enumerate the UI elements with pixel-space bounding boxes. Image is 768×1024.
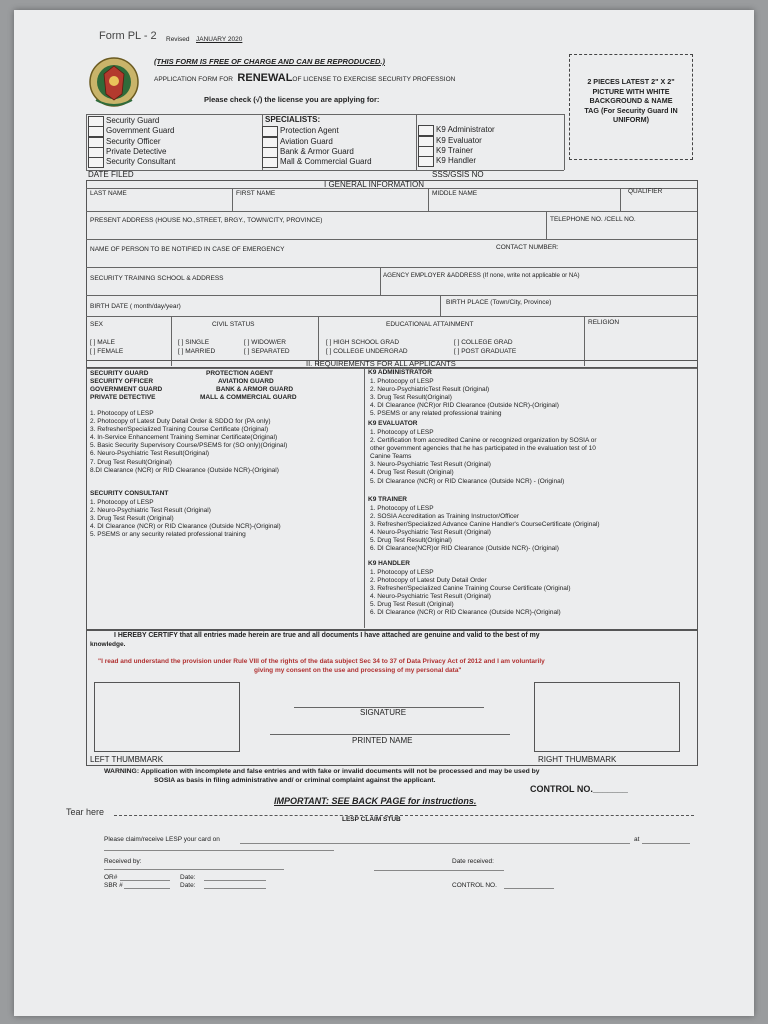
k9-admin-title: K9 ADMINISTRATOR — [368, 369, 432, 376]
right-thumbmark-label: RIGHT THUMBMARK — [538, 755, 617, 764]
list-item: 2. Neuro-PsychiatricTest Result (Original) — [370, 386, 490, 394]
list-item: 2. Neuro-Psychiatric Test Result (Original) — [90, 507, 211, 515]
warning-text-end: SOSIA as basis in filing administrative and/ or criminal complaint against the applicant. — [154, 777, 436, 784]
list-item: 3. Neuro-Psychiatric Test Result (Original) — [370, 461, 491, 469]
list-item: BANK & ARMOR GUARD — [216, 386, 294, 394]
list-item: 6. Neuro-Psychiatric Test Result(Original) — [90, 450, 210, 458]
date-received-line[interactable] — [374, 870, 504, 871]
license-option-label: Private Detective — [106, 147, 167, 156]
list-item: 3. Refresher/Specialized Canine Training Course Certificate (Original) — [370, 585, 571, 593]
list-item: other government agencies that he has participated in the evaluation test of 10 — [370, 445, 596, 453]
claim-at-label: at — [634, 836, 640, 843]
list-item: 3. Drug Test Result(Original) — [370, 394, 452, 402]
option-widower[interactable]: [ ] WIDOW/ER — [244, 339, 286, 346]
specialists-label: SPECIALISTS: — [265, 115, 321, 124]
k9-handler-title: K9 HANDLER — [368, 560, 410, 567]
k9-trainer-requirements-list — [370, 505, 600, 554]
tear-line — [114, 815, 694, 816]
revised-label: Revised — [166, 36, 190, 43]
license-option-label: Security Consultant — [106, 157, 176, 166]
k9-trainer-title: K9 TRAINER — [368, 496, 408, 503]
important-notice: IMPORTANT: SEE BACK PAGE for instructions. — [274, 796, 477, 806]
form-number: Form PL - 2 — [99, 30, 157, 42]
list-item: 1. Photocopy of LESP — [90, 410, 154, 417]
telephone-field[interactable]: TELEPHONE NO. /CELL NO. — [550, 216, 636, 223]
license-option-label: K9 Evaluator — [436, 136, 482, 145]
list-item: 1. Photocopy of LESP — [370, 429, 434, 436]
stub-control-number-label: CONTROL NO. — [452, 882, 497, 889]
k9-evaluator-requirements-list — [370, 429, 597, 486]
guard-types-list — [90, 370, 162, 402]
list-item: 1. Photocopy of LESP — [370, 505, 434, 512]
first-name-field[interactable]: FIRST NAME — [236, 190, 276, 197]
sbr-date-label: Date: — [180, 882, 196, 889]
check-instruction: Please check (√) the license you are applying for: — [204, 95, 380, 104]
or-date-label: Date: — [180, 874, 196, 881]
claim-card-label: Please claim/receive LESP your card on — [104, 836, 220, 843]
list-item: AVIATION GUARD — [218, 378, 274, 386]
option-college-grad[interactable]: [ ] COLLEGE GRAD — [454, 339, 513, 346]
guard-requirements-list — [90, 410, 287, 475]
list-item: 4. DI Clearance (NCR)or RID Clearance (Outside NCR)-(Original) — [370, 402, 559, 410]
religion-field[interactable]: RELIGION — [588, 319, 620, 326]
list-item: GOVERNMENT GUARD — [90, 386, 163, 394]
middle-name-field[interactable]: MIDDLE NAME — [432, 190, 478, 197]
civil-status-label: CIVIL STATUS — [212, 321, 255, 328]
contact-number-field[interactable]: CONTACT NUMBER: — [496, 244, 559, 251]
or-number-label: OR# — [104, 874, 118, 881]
list-item: 5. Drug Test Result(Original) — [370, 537, 452, 545]
warning-text: WARNING: Application with incomplete and false entries and with fake or invalid documents will not be processed and may be used by — [104, 768, 540, 775]
printed-name-label: PRINTED NAME — [352, 736, 413, 745]
checkbox-protection-agent[interactable] — [262, 126, 278, 137]
list-item: 6. DI Clearance (NCR) or RID Clearance (Outside NCR)-(Original) — [370, 609, 561, 617]
application-title: APPLICATION FORM FOR RENEWALOF LICENSE TO EXERCISE SECURITY PROFESSION — [154, 72, 456, 84]
certify-statement-end: knowledge. — [90, 641, 126, 648]
list-item: PRIVATE DETECTIVE — [90, 394, 156, 402]
checkbox-k9-administrator[interactable] — [418, 125, 434, 136]
license-option-label: K9 Trainer — [436, 146, 473, 155]
list-item: 1. Photocopy of LESP — [90, 499, 154, 506]
license-option-label: Security Officer — [106, 137, 161, 146]
revised-date: JANUARY 2020 — [196, 36, 243, 43]
right-thumbmark-box[interactable] — [534, 682, 680, 752]
free-notice: (THIS FORM IS FREE OF CHARGE AND CAN BE REPRODUCED.) — [154, 57, 385, 66]
list-item: 4. Neuro-Psychiatric Test Result (Original) — [370, 593, 491, 601]
consultant-title: SECURITY CONSULTANT — [90, 490, 169, 497]
list-item: 2. Certification from accredited Canine or recognized organization by SOSIA or — [370, 437, 597, 445]
list-item: 4. Neuro-Psychiatric Test Result (Original) — [370, 529, 491, 537]
section2-title: II. REQUIREMENTS FOR ALL APPLICANTS — [306, 359, 456, 368]
license-option-label: Security Guard — [106, 116, 160, 125]
list-item: 3. Refresher/Specialized Training Course Certificate (Original) — [90, 426, 269, 434]
tear-here-label: Tear here — [66, 807, 105, 817]
received-by-label: Received by: — [104, 858, 142, 865]
list-item: 1. Photocopy of LESP — [370, 378, 434, 385]
list-item: SECURITY OFFICER — [90, 378, 154, 386]
birth-place-field[interactable]: BIRTH PLACE (Town/City, Province) — [446, 299, 552, 306]
list-item: 4. Drug Test Result (Original) — [370, 469, 454, 477]
privacy-consent: "I read and understand the provision under Rule VIII of the rights of the data subject Sec 34 to 37 of Data Privacy Act of 2012 and I am voluntarily — [98, 658, 545, 665]
list-item: Canine Teams — [370, 453, 412, 461]
certify-statement: I HEREBY CERTIFY that all entries made herein are true and all documents I have attached are genuine and valid to the best of my — [114, 632, 540, 639]
checkbox-government-guard[interactable] — [88, 126, 104, 137]
signature-label: SIGNATURE — [360, 708, 407, 717]
control-number-field[interactable]: CONTROL NO._______ — [530, 784, 628, 794]
list-item: 5. PSEMS or any related professional training — [370, 410, 502, 418]
address-field[interactable]: PRESENT ADDRESS (HOUSE NO.,STREET, BRGY., TOWN/CITY, PROVINCE) — [90, 217, 323, 224]
option-college-undergrad[interactable]: [ ] COLLEGE UNDERGRAD — [326, 348, 408, 355]
left-thumbmark-label: LEFT THUMBMARK — [90, 755, 164, 764]
list-item: 8.DI Clearance (NCR) or RID Clearance (Outside NCR)-(Original) — [90, 466, 279, 474]
option-post-graduate[interactable]: [ ] POST GRADUATE — [454, 348, 517, 355]
k9-evaluator-title: K9 EVALUATOR — [368, 420, 418, 427]
list-item: 5. Basic Security Supervisory Course/PSEMS for (SO only)(Original) — [90, 442, 288, 450]
k9-admin-requirements-list — [370, 378, 559, 418]
option-married[interactable]: [ ] MARRIED — [178, 348, 216, 355]
list-item: 5. PSEMS or any security related professional training — [90, 531, 246, 539]
birth-date-field[interactable]: BIRTH DATE ( month/day/year) — [90, 303, 181, 310]
license-option-label: K9 Handler — [436, 156, 477, 165]
license-option-label: Government Guard — [106, 126, 175, 135]
option-single[interactable]: [ ] SINGLE — [178, 339, 210, 346]
form-page — [14, 10, 754, 1016]
option-female[interactable]: [ ] FEMALE — [90, 348, 124, 355]
claim-stub-title: LESP CLAIM STUB — [342, 816, 401, 823]
license-option-label: Protection Agent — [280, 126, 339, 135]
list-item: 3. Refresher/Specialized Advance Canine Handler's CourseCertificate (Original) — [370, 521, 600, 529]
specialist-types-list — [200, 370, 297, 402]
list-item: 1. Photocopy of LESP — [370, 569, 434, 576]
received-by-line[interactable] — [104, 869, 284, 870]
agency-employer-field[interactable]: AGENCY EMPLOYER &ADDRESS (If none, write not applicable or NA) — [383, 272, 580, 279]
list-item: 2. Photocopy of Latest Duty Detail Order — [370, 577, 487, 585]
list-item: 4. DI Clearance (NCR) or RID Clearance (Outside NCR)-(Original) — [90, 523, 281, 531]
date-filed-label: DATE FILED — [88, 170, 134, 179]
checkbox-k9-handler[interactable] — [418, 156, 434, 167]
option-separated[interactable]: [ ] SEPARATED — [244, 348, 290, 355]
list-item: 5. Drug Test Result (Original) — [370, 601, 454, 609]
consultant-requirements-list — [90, 499, 281, 539]
stub-control-number-line[interactable] — [504, 888, 554, 889]
list-item: MALL & COMMERCIAL GUARD — [200, 394, 297, 402]
license-option-label: Mall & Commercial Guard — [280, 157, 372, 166]
emergency-contact-field[interactable]: NAME OF PERSON TO BE NOTIFIED IN CASE OF EMERGENCY — [90, 246, 285, 253]
left-thumbmark-box[interactable] — [94, 682, 240, 752]
license-option-label: K9 Administrator — [436, 125, 495, 134]
k9-handler-requirements-list — [370, 569, 571, 618]
photo-box: 2 PIECES LATEST 2" X 2" PICTURE WITH WHITE BACKGROUND & NAME TAG (For Security Guard IN UNIFORM) — [569, 54, 693, 160]
list-item: 3. Drug Test Result (Original) — [90, 515, 174, 523]
section1-title: I GENERAL INFORMATION — [324, 180, 425, 189]
license-option-label: Aviation Guard — [280, 137, 333, 146]
education-label: EDUCATIONAL ATTAINMENT — [386, 321, 474, 328]
checkbox-mall-commercial-guard[interactable] — [262, 157, 278, 168]
list-item: PROTECTION AGENT — [206, 370, 273, 377]
training-school-field[interactable]: SECURITY TRAINING SCHOOL & ADDRESS — [90, 275, 224, 282]
claim-date-line[interactable] — [240, 843, 630, 844]
list-item: SECURITY GUARD — [90, 370, 149, 377]
option-high-school-grad[interactable]: [ ] HIGH SCHOOL GRAD — [326, 339, 400, 346]
agency-seal-icon — [88, 54, 140, 108]
checkbox-security-consultant[interactable] — [88, 157, 104, 168]
date-received-label: Date received: — [452, 858, 494, 865]
list-item: 2. Photocopy of Latest Duty Detail Order & SDDO for (PA only) — [90, 418, 271, 426]
license-option-label: Bank & Armor Guard — [280, 147, 354, 156]
list-item: 6. DI Clearance(NCR)or RID Clearance (Outside NCR)- (Original) — [370, 545, 559, 553]
list-item: 7. Drug Test Result(Original) — [90, 458, 172, 466]
sbr-number-label: SBR # — [104, 882, 123, 889]
last-name-field[interactable]: LAST NAME — [90, 190, 127, 197]
list-item: 2. SOSIA Accreditation as Training Instructor/Officer — [370, 513, 520, 521]
sex-label: SEX — [90, 321, 104, 328]
sss-gsis-label: SSS/GSIS NO — [432, 170, 484, 179]
option-male[interactable]: [ ] MALE — [90, 339, 115, 346]
privacy-consent-end: giving my consent on the use and processing of my personal data" — [254, 667, 462, 674]
qualifier-field[interactable]: QUALIFIER — [628, 188, 663, 195]
list-item: 5. DI Clearance (NCR) or RID Clearance (Outside NCR) - (Original) — [370, 477, 565, 485]
list-item: 4. In-Service Enhancement Training Seminar Certificate(Original) — [90, 434, 278, 442]
